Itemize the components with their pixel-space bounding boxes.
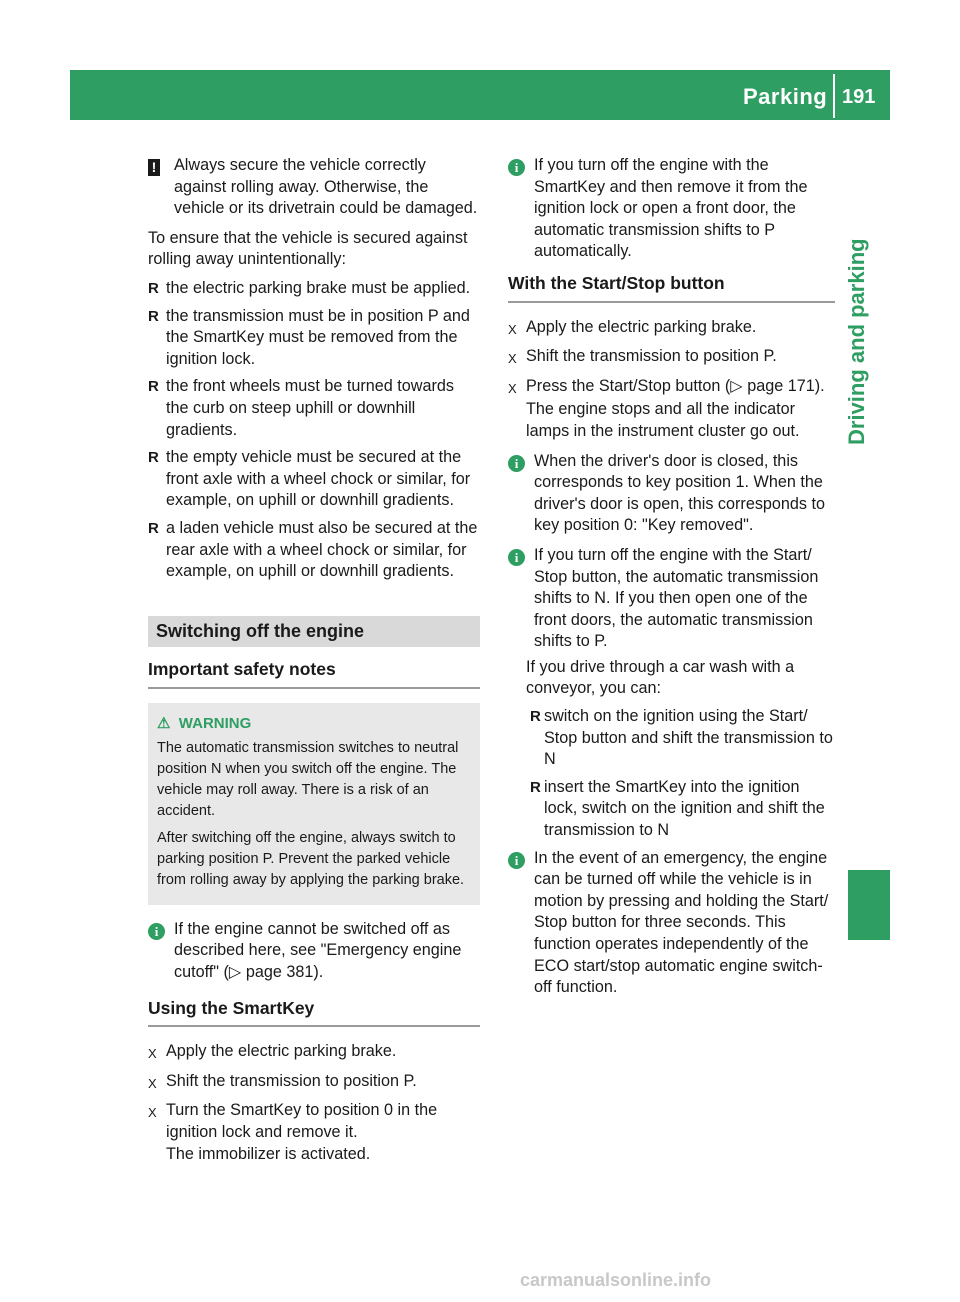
info-icon: i	[508, 547, 526, 569]
info-icon: i	[508, 157, 526, 179]
chapter-title: Parking	[743, 84, 828, 109]
step-arrow-icon: X	[508, 351, 517, 367]
subsection-heading: Important safety notes	[148, 659, 480, 689]
info-text: If you drive through a car wash with a conveyor, you can:	[526, 657, 795, 698]
warning-box	[148, 703, 480, 905]
info-note: i If you turn off the engine with the SmartKey and then remove it from the ignition lock or open a front door, the automatic transmission shifts to P automatically.	[508, 155, 835, 263]
step-arrow-icon: X	[148, 1105, 157, 1121]
info-note: i If you turn off the engine with the Start/ Stop button, the automatic transmission shifts to N. If you then open one of the front doors, the automatic transmission shifts to P.	[508, 545, 835, 653]
subsection-heading: With the Start/Stop button	[508, 273, 835, 303]
info-note: i In the event of an emergency, the engine can be turned off while the vehicle is in motion by pressing and holding the Start/ Stop button for three seconds. This function operates independently of the ECO start/stop automatic engine switch-off function.	[508, 848, 835, 999]
warning-text: The automatic transmission switches to neutral position N when you switch off the engine. The vehicle may roll away. There is a risk of an accident.	[157, 739, 459, 819]
bullet-r-icon: R	[148, 378, 159, 396]
step-item: X Shift the transmission to position P.	[148, 1071, 480, 1095]
list-item: R insert the SmartKey into the ignition lock, switch on the ignition and shift the transmission to N	[508, 777, 835, 842]
list-item: R a laden vehicle must also be secured at the rear axle with a wheel chock or similar, for example, on uphill or downhill gradients.	[148, 518, 480, 583]
warning-heading: ⚠ WARNING	[157, 714, 252, 732]
subsection-heading: Using the SmartKey	[148, 998, 480, 1028]
step-arrow-icon: X	[148, 1075, 157, 1091]
step-item: X Apply the electric parking brake.	[508, 317, 835, 341]
info-note: i If the engine cannot be switched off as described here, see "Emergency engine cutoff" (▷ page 381).	[148, 919, 480, 984]
info-icon: i	[508, 453, 526, 475]
exclamation-icon: !	[148, 157, 166, 179]
bullet-r-icon: R	[148, 519, 159, 537]
header-separator	[833, 74, 835, 118]
step-item: X Apply the electric parking brake.	[148, 1041, 480, 1065]
info-icon: i	[508, 850, 526, 872]
warning-triangle-icon: ⚠	[157, 714, 171, 732]
bullet-r-icon: R	[530, 708, 541, 726]
intro-text: To ensure that the vehicle is secured against rolling away unintentionally:	[148, 228, 468, 269]
right-column	[508, 155, 835, 1007]
step-item: X Shift the transmission to position P.	[508, 346, 835, 370]
caution-text: Always secure the vehicle correctly against rolling away. Otherwise, the vehicle or its drivetrain could be damaged.	[174, 156, 478, 218]
bullet-r-icon: R	[530, 778, 541, 796]
list-item: R the front wheels must be turned towards the curb on steep uphill or downhill gradients.	[148, 376, 480, 441]
bullet-r-icon: R	[148, 449, 159, 467]
left-column	[148, 155, 480, 1165]
bullet-r-icon: R	[148, 279, 159, 297]
step-item: X Turn the SmartKey to position 0 in the ignition lock and remove it.	[148, 1100, 480, 1143]
list-item: R the empty vehicle must be secured at the front axle with a wheel chock or similar, for example, on uphill or downhill gradients.	[148, 447, 480, 512]
section-heading: Switching off the engine	[148, 616, 480, 648]
side-tab-marker	[848, 870, 890, 940]
list-item: R the transmission must be in position P and the SmartKey must be removed from the ignition lock.	[148, 306, 480, 371]
page-number: 191	[842, 86, 876, 108]
caution-note	[148, 155, 480, 220]
warning-text: After switching off the engine, always switch to parking position P. Prevent the parked vehicle from rolling away by applying the parking brake.	[157, 829, 465, 888]
step-arrow-icon: X	[508, 380, 517, 396]
watermark: carmanualsonline.info	[520, 1270, 712, 1290]
list-item: R switch on the ignition using the Start/ Stop button and shift the transmission to N	[508, 706, 835, 771]
list-item: R the electric parking brake must be applied.	[148, 278, 480, 300]
step-result: The engine stops and all the indicator lamps in the instrument cluster go out.	[526, 400, 800, 440]
step-arrow-icon: X	[508, 321, 517, 337]
step-result: The immobilizer is activated.	[166, 1144, 371, 1163]
step-arrow-icon: X	[148, 1046, 157, 1062]
step-item: X Press the Start/Stop button (▷ page 171).	[508, 376, 835, 400]
bullet-r-icon: R	[148, 307, 159, 325]
info-note: i When the driver's door is closed, this corresponds to key position 1. When the driver's door is open, this corresponds to key position 0: "Key removed".	[508, 451, 835, 537]
side-tab-label: Driving and parking	[844, 238, 869, 445]
info-icon: i	[148, 921, 166, 943]
